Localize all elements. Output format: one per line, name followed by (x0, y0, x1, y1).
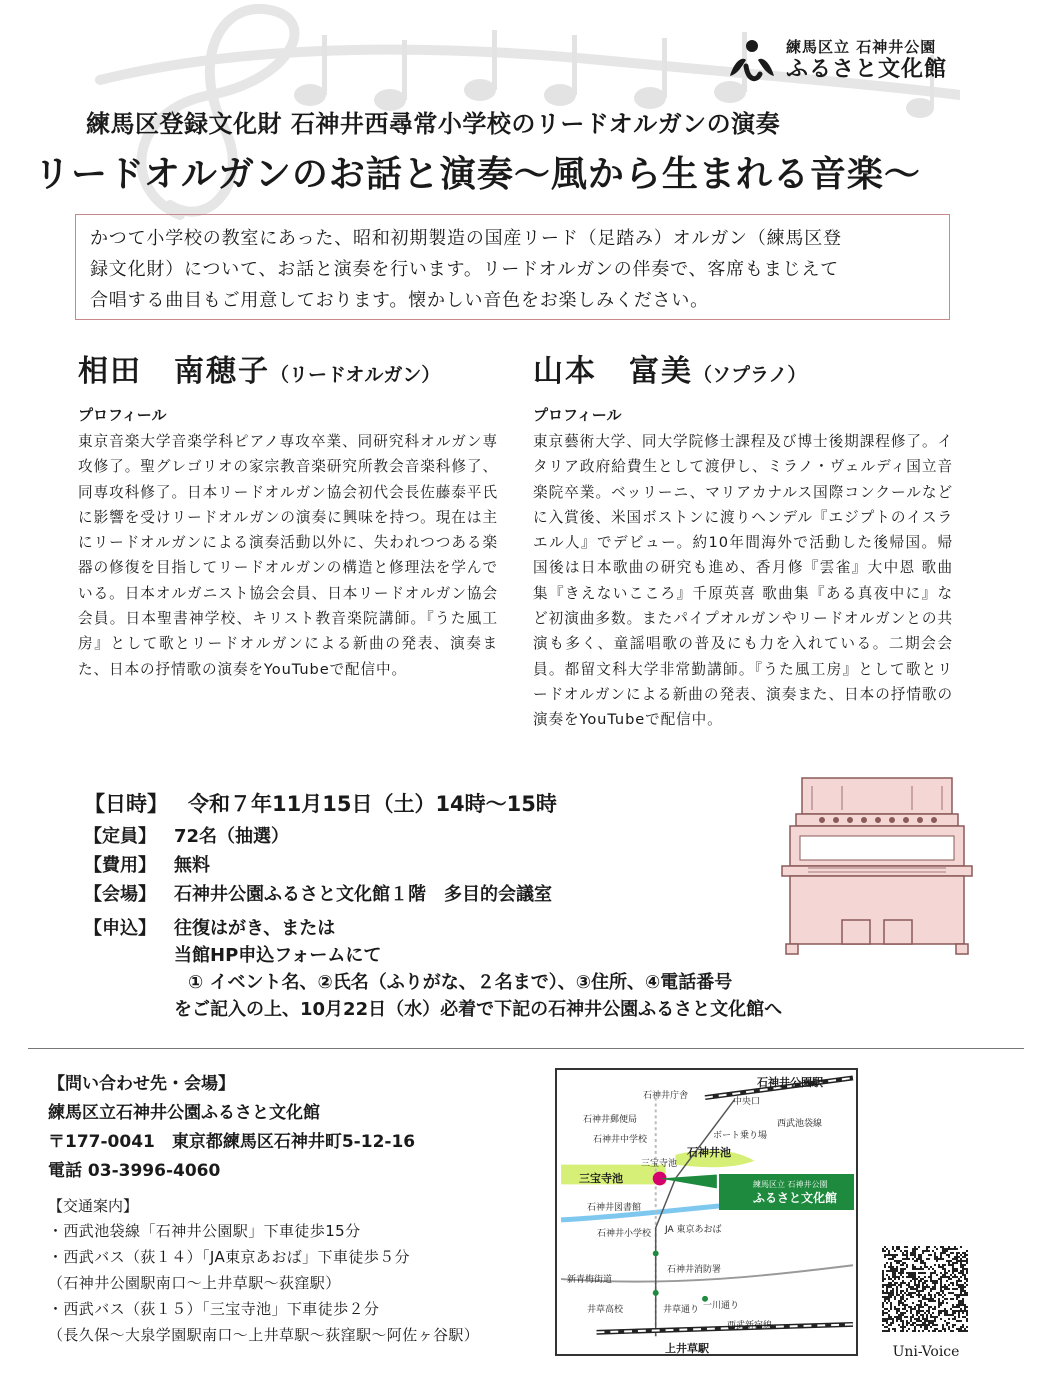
capacity-value: 72名（抽選） (174, 825, 290, 847)
contact-heading: 【問い合わせ先・会場】 (48, 1074, 235, 1094)
voice-code-icon[interactable] (882, 1246, 968, 1332)
apply-line: ① イベント名、②氏名（ふりがな、２名まで）、③住所、④電話番号 (188, 972, 733, 993)
intro-box (75, 214, 950, 320)
access-line: ・西武バス（荻１４）「JA東京あおば」下車徒歩５分 (48, 1248, 410, 1266)
contact-address: 〒177-0041 東京都練馬区石神井町5-12-16 (48, 1132, 416, 1152)
apply-line: 往復はがき、または (174, 918, 336, 939)
map-ishigami-pond: 石神井池 (687, 1146, 731, 1159)
performer-heading (78, 346, 498, 390)
map-shin-ome: 新青梅街道 (567, 1275, 613, 1285)
profile-text: 東京藝術大学、同大学院修士課程及び博士後期課程修了。イタリア政府給費生として渡伊し、ミラノ・ヴェルディ国立音楽院卒業。ベッリーニ、マリアカナルス国際コンクールなどに入賞後、米国ボストンに渡りヘンデル『エジプトのイスラエル人』でデビュー。約10年間海外で活動した後帰国。帰国後は日本歌曲の研究も進め、香月修『雲雀』大中恩 歌曲集『きえないこころ』千原英喜 歌曲集『ある真夜中に』など初演曲多数。またパイプオルガンやリードオルガンとの共演も多く、童謡唱歌の普及にも力を入れている。二期会会員。都留文科大学非常勤講師。『うた風工房』として歌とリードオルガンによる新曲の発表、演奏また、日本の抒情歌の演奏をYouTubeで配信中。 (533, 433, 953, 729)
museum-logo (724, 36, 984, 86)
date-label: 【日時】 (84, 792, 168, 816)
event-title: リードオルガンのお話と演奏～風から生まれる音楽～ (34, 154, 921, 195)
venue-label: 【会場】 (84, 883, 156, 905)
contact-section (48, 1070, 548, 1348)
voice-code-label: Uni-Voice (892, 1344, 960, 1360)
access-line: （長久保～大泉学園駅南口～上井草駅～荻窪駅～阿佐ヶ谷駅） (48, 1326, 480, 1344)
logo-line1: 練馬区立 石神井公園 (786, 38, 937, 56)
map-junior-high: 石神井中学校 (593, 1135, 648, 1145)
fee-value: 無料 (174, 854, 210, 876)
event-subtitle: 練馬区登録文化財 石神井西尋常小学校のリードオルガンの演奏 (86, 110, 781, 138)
contact-name: 練馬区立石神井公園ふるさと文化館 (48, 1103, 320, 1123)
access-line: ・西武バス（荻１５）「三宝寺池」下車徒歩２分 (48, 1300, 380, 1318)
map-high-school: 井草高校 (587, 1305, 624, 1315)
section-divider (28, 1048, 1024, 1049)
intro-line: かつて小学校の教室にあった、昭和初期製造の国産リード（足踏み）オルガン（練馬区登 (90, 228, 842, 249)
reed-organ-illustration (772, 772, 980, 958)
map-banner-line1: 練馬区立 石神井公園 (753, 1179, 828, 1189)
access-line: （石神井公園駅南口～上井草駅～荻窪駅） (48, 1274, 341, 1292)
performer-role: （リードオルガン） (270, 364, 441, 386)
map-seibu-ikebukuro: 西武池袋線 (777, 1119, 823, 1129)
map-library: 石神井図書館 (587, 1203, 642, 1213)
performer-yamamoto (533, 346, 953, 733)
logo-line2: ふるさと文化館 (786, 57, 948, 82)
map-sanpoji-pond: 三宝寺池 (579, 1172, 623, 1185)
map-museum-banner (719, 1174, 854, 1210)
access-map (555, 1068, 858, 1356)
contact-phone: 電話 03-3996-4060 (48, 1161, 221, 1181)
access-heading: 【交通案内】 (48, 1197, 139, 1215)
map-ishigami-office: 石神井庁舎 (643, 1091, 689, 1101)
map-inokashira: 井草通り (663, 1305, 700, 1315)
performer-aida (78, 346, 498, 682)
performer-role: （ソプラノ） (693, 364, 807, 386)
map-boat: ボート乗り場 (713, 1131, 768, 1141)
map-fire-station: 石神井消防署 (667, 1265, 722, 1275)
fee-label: 【費用】 (84, 854, 156, 876)
map-station-top: 石神井公園駅 (757, 1076, 823, 1089)
map-station-bottom: 上井草駅 (665, 1342, 709, 1355)
map-sanpoji-bus: 三宝寺池 (641, 1159, 678, 1169)
performer-name: 相田 南穂子 (78, 354, 270, 389)
capacity-label: 【定員】 (84, 825, 156, 847)
map-chuoguchi: 中央口 (733, 1097, 761, 1107)
performer-heading (533, 346, 953, 390)
map-elementary: 石神井小学校 (597, 1229, 652, 1239)
furusato-logo-icon (724, 36, 780, 86)
map-seibu-shinjuku: 西武新宿線 (727, 1321, 773, 1331)
apply-line: 当館HP申込フォームにて (174, 945, 382, 966)
map-ja-bus: JA 東京あおば (665, 1225, 722, 1235)
intro-line: 合唱する曲目もご用意しております。懐かしい音色をお楽しみください。 (90, 290, 709, 311)
access-line: ・西武池袋線「石神井公園駅」下車徒歩15分 (48, 1222, 361, 1240)
map-ichikawa: 一川通り (703, 1301, 740, 1311)
apply-line: をご記入の上、10月22日（水）必着で下記の石神井公園ふるさと文化館へ (174, 999, 783, 1020)
profile-text: 東京音楽大学音楽学科ピアノ専攻卒業、同研究科オルガン専攻修了。聖グレゴリオの家宗教音楽研究所教会音楽科修了、同専攻科修了。日本リードオルガン協会初代会長佐藤泰平氏に影響を受けリードオルガンの演奏に興味を持つ。現在は主にリードオルガンによる演奏活動以外に、失われつつある楽器の修復を目指してリードオルガンの構造と修理法を学んでいる。日本オルガニスト協会会員、日本リードオルガン協会会員。日本聖書神学校、キリスト教音楽院講師。『うた風工房』として歌とリードオルガンによる新曲の発表、演奏また、日本の抒情歌の演奏をYouTubeで配信中。 (78, 433, 498, 678)
profile-heading: プロフィール (533, 406, 622, 424)
date-value: 令和７年11月15日（土）14時～15時 (188, 792, 557, 816)
profile-heading: プロフィール (78, 406, 167, 424)
intro-line: 録文化財）について、お話と演奏を行います。リードオルガンの伴奏で、客席もまじえて (90, 259, 839, 280)
map-banner-line2: ふるさと文化館 (753, 1190, 838, 1205)
venue-value: 石神井公園ふるさと文化館１階 多目的会議室 (174, 883, 552, 905)
apply-label: 【申込】 (84, 918, 156, 939)
map-post-office: 石神井郵便局 (583, 1115, 638, 1125)
performer-name: 山本 富美 (533, 354, 693, 389)
